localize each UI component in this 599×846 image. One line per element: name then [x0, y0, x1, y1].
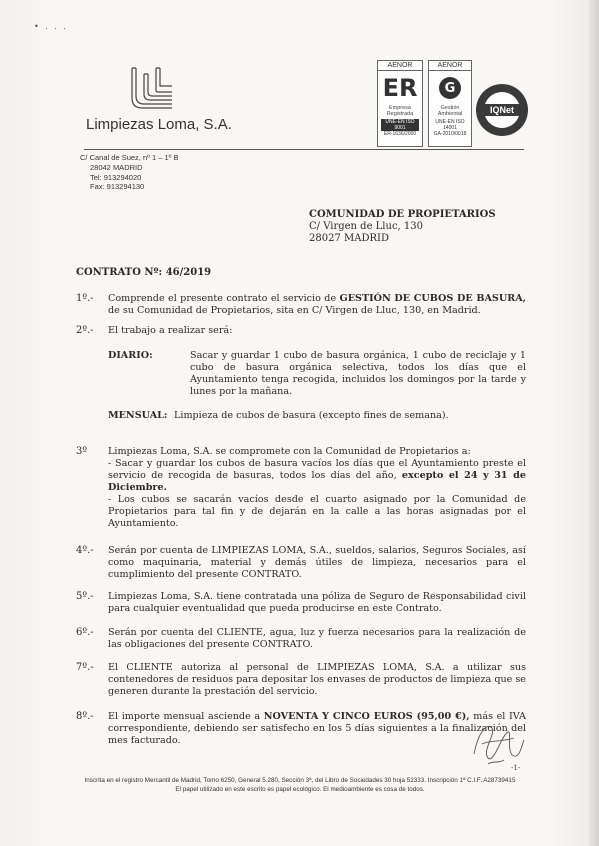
clause-4-text: Serán por cuenta de LIMPIEZAS LOMA, S.A., sueldos, salarios, Seguros Sociales, así como maquinaria, material y demás útiles de limpieza, necesarios para el cumplimiento del presente CONTRATO. [108, 545, 526, 580]
clause-4-number: 4º.- [76, 545, 94, 556]
mensual-text: Limpieza de cubos de basura (excepto fines de semana). [174, 410, 449, 421]
page-edge-shadow [589, 0, 599, 846]
iqnet-seal-icon: IQNet [474, 82, 530, 138]
cert-ga-code-a: UNE-EN ISO 14001 [435, 119, 465, 131]
footer-eco-note: El papel utilizado en este escrito es papel ecológico. El medioambiente es cosa de todos. [175, 786, 425, 793]
clause-2-intro: El trabajo a realizar será: [108, 325, 233, 336]
aenor-er-certification-badge [377, 60, 423, 147]
clause-1-text: Comprende el presente contrato el servicio de GESTIÓN DE CUBOS DE BASURA, de su Comunidad de Propietarios, sita en C/ Virgen de Lluc, 130, en Madrid. [108, 293, 526, 316]
clause-6-text: Serán por cuenta del CLIENTE, agua, luz y fuerza necesarios para la realización de las obligaciones del presente CONTRATO. [108, 627, 526, 650]
scan-marks: • . . . [34, 22, 68, 31]
clause-5-text: Limpiezas Loma, S.A. tiene contratada una póliza de Seguro de Responsabilidad civil para cualquier eventualidad que pueda producirse en este Contrato. [108, 591, 526, 614]
footer-registry: Inscrita en el registro Mercantil de Madrid, Tomo 6250, General 5.280, Sección 3ª, del Libro de Sociedades 30 hoja 52333. Inscripción 1ª C.I.F. A28739415 [84, 777, 516, 784]
company-logo-icon [118, 64, 176, 114]
cert-er-sub1: Empresa [388, 105, 411, 111]
er-logo-icon: ER [382, 74, 418, 102]
clause-8-number: 8º.- [76, 711, 94, 722]
company-name: Limpiezas Loma, S.A. [86, 116, 232, 133]
fax-number: Fax: 913294130 [90, 182, 145, 191]
cert-er-code-a: UNE-EN ISO 9001 [381, 119, 419, 131]
cert-er-title: AENOR [378, 61, 422, 71]
clause-7-text: El CLIENTE autoriza al personal de LIMPIEZAS LOMA, S.A. a utilizar sus contenedores de residuos para depositar los envases de productos de limpieza que se generen durante la prestación del servicio. [108, 662, 526, 697]
contract-number: CONTRATO Nº: 46/2019 [76, 267, 212, 278]
clause-3-text: Limpiezas Loma, S.A. se compromete con la Comunidad de Propietarios a: - Sacar y guardar los cubos de basura vacíos los días que el Ayuntamiento preste el servicio de recogida de basuras, todos los días del año, excepto el 24 y 31 de Diciembre. - Los cubos se sacarán vacíos desde el cuarto asignado por la Comunidad de Propietarios para tal fin y de dejarán en la calle a las horas asignadas por el Ayuntamiento. [108, 446, 526, 529]
cert-ga-sub2: Ambiental [437, 111, 463, 117]
handwritten-signature [468, 714, 528, 770]
header-divider [84, 149, 524, 150]
cert-ga-sub1: Gestión [440, 105, 460, 111]
aenor-ga-certification-badge [428, 60, 472, 147]
company-address-details [90, 163, 144, 192]
company-address: C/ Canal de Suez, nº 1 – 1º B [80, 153, 179, 162]
cert-er-code-b: ER-1636/2000 [383, 131, 417, 137]
recipient-city: 28027 MADRID [309, 233, 389, 244]
clause-1-number: 1º.- [76, 293, 94, 304]
diario-text: Sacar y guardar 1 cubo de basura orgánica, 1 cubo de reciclaje y 1 cubo de basura orgánica selectiva, todos los días que el Ayuntamiento tenga recogida, incluidos los domingos por la tarde y lunes por la mañana. [190, 350, 526, 397]
recipient-block [309, 209, 496, 245]
clause-2-number: 2º.- [76, 325, 94, 336]
cert-ga-title: AENOR [429, 61, 471, 71]
phone-number: Tel: 913294020 [90, 172, 142, 182]
diario-label: DIARIO: [108, 350, 153, 361]
clause-7-number: 7º.- [76, 662, 94, 673]
clause-5-number: 5º.- [76, 591, 94, 602]
environmental-management-logo-icon: G [429, 71, 471, 105]
cert-er-sub2: Registrada [386, 111, 414, 117]
page-number: -1- [511, 764, 521, 772]
recipient-street: C/ Virgen de Lluc, 130 [309, 221, 423, 232]
address-postcode-city: 28042 MADRID [90, 163, 143, 172]
clause-8-text: El importe mensual asciende a NOVENTA Y CINCO EUROS (95,00 €), más el IVA correspondiente, debiendo ser satisfecho en los 5 días siguientes a la finalización del mes facturado. [108, 711, 526, 746]
cert-ga-code-b: GA-2010/0018 [433, 131, 467, 137]
clause-6-number: 6º.- [76, 627, 94, 638]
clause-3-number: 3º [76, 446, 88, 457]
mensual-label: MENSUAL: [108, 410, 168, 421]
recipient-name: COMUNIDAD DE PROPIETARIOS [309, 209, 496, 220]
